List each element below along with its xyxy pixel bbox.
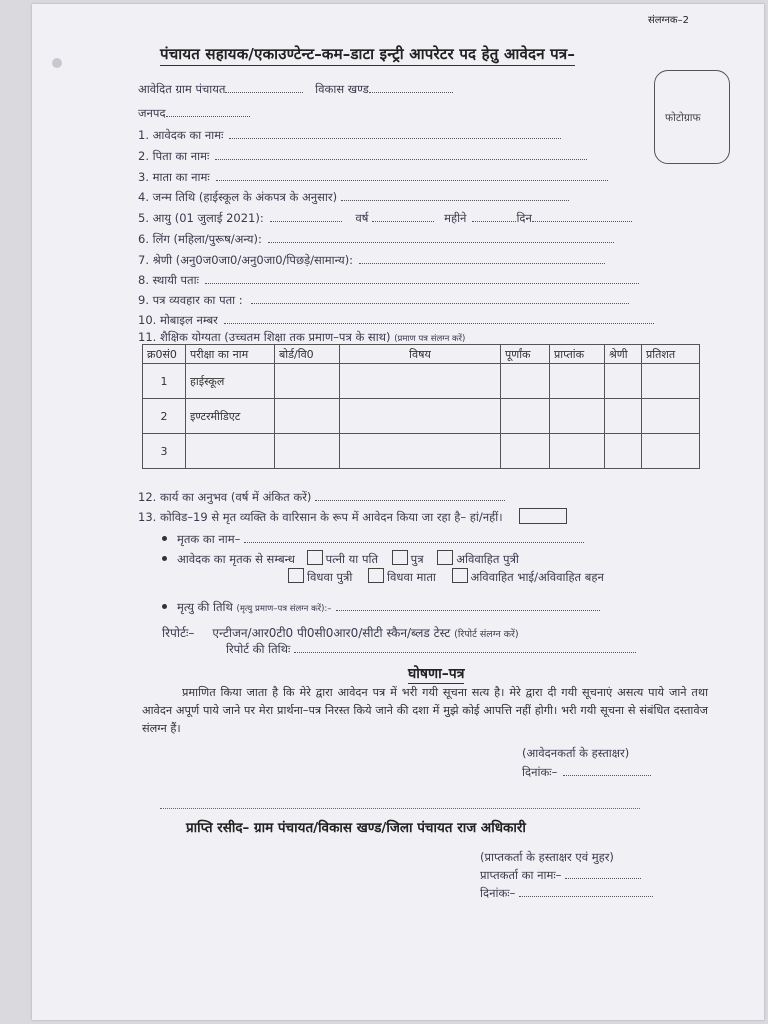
applicant-date-input[interactable] bbox=[563, 765, 651, 776]
field-correspondence-address bbox=[138, 293, 629, 308]
education-table bbox=[142, 344, 700, 469]
col-obtained: प्राप्तांक bbox=[550, 345, 605, 364]
father-name-input[interactable] bbox=[215, 149, 587, 160]
table-row bbox=[143, 364, 700, 399]
relation-unmarried-sibling-label: अविवाहित भाई/अविवाहित बहन bbox=[470, 570, 604, 584]
field-age bbox=[138, 211, 632, 226]
age-years-input[interactable] bbox=[270, 211, 342, 222]
table-row bbox=[143, 434, 700, 469]
punch-hole bbox=[52, 58, 62, 68]
cell-board[interactable] bbox=[275, 434, 340, 469]
table-header-row bbox=[143, 345, 700, 364]
field-applicant-name bbox=[138, 128, 561, 143]
checkbox-unmarried-daughter[interactable] bbox=[437, 550, 453, 565]
applicant-signature-label: (आवेदनकर्ता के हस्ताक्षर) bbox=[522, 746, 630, 760]
divider bbox=[160, 808, 640, 809]
col-exam: परीक्षा का नाम bbox=[186, 345, 275, 364]
janpad-field[interactable] bbox=[166, 106, 250, 117]
receiver-name-input[interactable] bbox=[565, 868, 641, 879]
cell-sno: 1 bbox=[143, 364, 186, 399]
dob-input[interactable] bbox=[341, 190, 569, 201]
janpad-row bbox=[138, 106, 250, 121]
cell-percent[interactable] bbox=[642, 364, 700, 399]
relation-widowed-mother-label: विधवा माता bbox=[387, 570, 436, 584]
covid-yes-no-box[interactable] bbox=[519, 508, 567, 524]
bullet-icon bbox=[162, 556, 167, 561]
correspondence-address-input[interactable] bbox=[251, 293, 629, 304]
report-note: (रिपोर्ट संलग्न करें) bbox=[454, 629, 519, 640]
mobile-input[interactable] bbox=[224, 313, 654, 324]
age-days-input[interactable] bbox=[472, 211, 516, 222]
cell-sno: 2 bbox=[143, 399, 186, 434]
field-label: 11. शैक्षिक योग्यता (उच्चतम शिक्षा तक प्रमाण–पत्र के साथ) bbox=[138, 330, 391, 344]
janpad-label: जनपद bbox=[138, 106, 166, 120]
table-row bbox=[143, 399, 700, 434]
col-sno: क्र0सं0 bbox=[143, 345, 186, 364]
date-label: दिनांकः– bbox=[522, 765, 558, 779]
death-date-input[interactable] bbox=[336, 600, 600, 611]
cell-subject[interactable] bbox=[340, 399, 501, 434]
cell-percent[interactable] bbox=[642, 434, 700, 469]
receiver-date-input[interactable] bbox=[519, 886, 653, 897]
cell-division[interactable] bbox=[605, 364, 642, 399]
permanent-address-input[interactable] bbox=[205, 273, 639, 284]
death-date-row bbox=[162, 600, 600, 615]
cell-max[interactable] bbox=[501, 434, 550, 469]
field-label: 2. पिता का नामः bbox=[138, 149, 210, 163]
field-mother-name bbox=[138, 170, 608, 185]
relation-unmarried-daughter-label: अविवाहित पुत्री bbox=[456, 552, 519, 566]
photo-label: फोटोग्राफ bbox=[665, 112, 701, 124]
col-max-marks: पूर्णांक bbox=[501, 345, 550, 364]
col-subject: विषय bbox=[340, 345, 501, 364]
receiver-signature-label: (प्राप्तकर्ता के हस्ताक्षर एवं मुहर) bbox=[480, 850, 614, 864]
checkbox-widowed-mother[interactable] bbox=[368, 568, 384, 583]
cell-division[interactable] bbox=[605, 434, 642, 469]
field-label: 6. लिंग (महिला/पुरूष/अन्य): bbox=[138, 232, 262, 246]
field-experience bbox=[138, 490, 505, 505]
mother-name-input[interactable] bbox=[216, 170, 608, 181]
applicant-name-input[interactable] bbox=[229, 128, 561, 139]
cell-board[interactable] bbox=[275, 399, 340, 434]
cell-subject[interactable] bbox=[340, 364, 501, 399]
receiver-name-label: प्राप्तकर्ता का नामः– bbox=[480, 868, 562, 882]
relation-spouse-label: पत्नी या पति bbox=[325, 552, 379, 566]
years-label: वर्ष bbox=[355, 211, 369, 225]
cell-board[interactable] bbox=[275, 364, 340, 399]
cell-exam: हाईस्कूल bbox=[186, 364, 275, 399]
form-title: पंचायत सहायक/एकाउण्टेन्ट–कम–डाटा इन्ट्री आपरेटर पद हेतु आवेदन पत्र– bbox=[160, 44, 575, 66]
field-education bbox=[138, 330, 465, 345]
deceased-name-label: मृतक का नाम– bbox=[177, 532, 241, 546]
report-row bbox=[162, 624, 519, 641]
cell-sno: 3 bbox=[143, 434, 186, 469]
receiver-name-row bbox=[480, 868, 641, 883]
field-label: 12. कार्य का अनुभव (वर्ष में अंकित करें) bbox=[138, 490, 312, 504]
cell-exam[interactable] bbox=[186, 434, 275, 469]
death-date-note: (मृत्यु प्रमाण–पत्र संलग्न करें):– bbox=[236, 604, 332, 614]
col-board: बोर्ड/वि0 bbox=[275, 345, 340, 364]
bullet-icon bbox=[162, 536, 167, 541]
field-label: 3. माता का नामः bbox=[138, 170, 210, 184]
report-date-row bbox=[226, 642, 636, 657]
gender-input[interactable] bbox=[268, 232, 614, 243]
annexure-label: संलग्नक–2 bbox=[648, 15, 689, 26]
field-permanent-address bbox=[138, 273, 639, 288]
field-label: 10. मोबाइल नम्बर bbox=[138, 313, 218, 327]
report-date-label: रिपोर्ट की तिथिः bbox=[226, 642, 291, 656]
checkbox-son[interactable] bbox=[392, 550, 408, 565]
checkbox-unmarried-sibling[interactable] bbox=[452, 568, 468, 583]
checkbox-widowed-daughter[interactable] bbox=[288, 568, 304, 583]
field-label: 8. स्थायी पताः bbox=[138, 273, 199, 287]
relation-son-label: पुत्र bbox=[410, 552, 424, 566]
receiver-date-row bbox=[480, 886, 653, 901]
field-covid bbox=[138, 508, 567, 525]
vikas-khand-field[interactable] bbox=[369, 82, 453, 93]
bullet-icon bbox=[162, 604, 167, 609]
relation-row-2 bbox=[288, 568, 604, 585]
col-division: श्रेणी bbox=[605, 345, 642, 364]
age-months-input[interactable] bbox=[372, 211, 434, 222]
declaration-title: घोषणा–पत्र bbox=[408, 666, 465, 682]
relation-widowed-daughter-label: विधवा पुत्री bbox=[307, 570, 353, 584]
field-father-name bbox=[138, 149, 587, 164]
cell-obtained[interactable] bbox=[550, 364, 605, 399]
gram-panchayat-field[interactable] bbox=[225, 82, 303, 93]
field-label: 5. आयु (01 जुलाई 2021): bbox=[138, 211, 264, 225]
cell-division[interactable] bbox=[605, 399, 642, 434]
gram-panchayat-row bbox=[138, 82, 453, 97]
deceased-name-input[interactable] bbox=[244, 532, 584, 543]
field-category bbox=[138, 253, 605, 268]
age-extra-input[interactable] bbox=[532, 211, 632, 222]
cell-exam: इण्टरमीडिएट bbox=[186, 399, 275, 434]
declaration-text: प्रमाणित किया जाता है कि मेरे द्वारा आवेदन पत्र में भरी गयी सूचना सत्य है। मेरे द्वारा दी गयी सूचनाएं असत्य पाये जाने तथा आवेदन अपूर्ण पाये जाने पर मेरा प्रार्थना–पत्र निरस्त किये जाने की दशा में मुझे कोई आपत्ति नहीं होगी। भरी गयी सूचना से संबंधित दस्तावेज संलग्न हैं। bbox=[142, 686, 708, 735]
report-text: एन्टीजन/आर0टी0 पी0सी0आर0/सीटी स्कैन/ब्लड टेस्ट bbox=[212, 626, 451, 640]
days-label: दिन bbox=[516, 211, 532, 225]
relation-label: आवेदक का मृतक से सम्बन्ध bbox=[177, 552, 295, 566]
death-date-label: मृत्यु की तिथि bbox=[177, 600, 233, 614]
cell-max[interactable] bbox=[501, 399, 550, 434]
field-gender bbox=[138, 232, 614, 247]
checkbox-spouse[interactable] bbox=[307, 550, 323, 565]
report-label: रिपोर्टः– bbox=[162, 626, 195, 640]
field-label: 4. जन्म तिथि (हाईस्कूल के अंकपत्र के अनुसार) bbox=[138, 190, 338, 204]
category-input[interactable] bbox=[359, 253, 605, 264]
receiver-date-label: दिनांकः– bbox=[480, 886, 516, 900]
report-date-input[interactable] bbox=[294, 642, 636, 653]
relation-row-1 bbox=[162, 550, 519, 567]
months-label: महीने bbox=[444, 211, 467, 225]
field-dob bbox=[138, 190, 569, 205]
field-label: 1. आवेदक का नामः bbox=[138, 128, 224, 142]
cell-max[interactable] bbox=[501, 364, 550, 399]
field-label: 7. श्रेणी (अनु0ज0जा0/अनु0जा0/पिछड़े/सामान्य): bbox=[138, 253, 354, 267]
cell-percent[interactable] bbox=[642, 399, 700, 434]
cell-subject[interactable] bbox=[340, 434, 501, 469]
receipt-title: प्राप्ति रसीद– ग्राम पंचायत/विकास खण्ड/जिला पंचायत राज अधिकारी bbox=[186, 820, 526, 836]
cell-obtained[interactable] bbox=[550, 434, 605, 469]
col-percent: प्रतिशत bbox=[642, 345, 700, 364]
field-mobile bbox=[138, 313, 654, 328]
education-note: (प्रमाण पत्र संलग्न करें) bbox=[394, 334, 466, 344]
experience-input[interactable] bbox=[315, 490, 505, 501]
applicant-date-row bbox=[522, 765, 651, 780]
field-label: 13. कोविड–19 से मृत व्यक्ति के वारिसान के रूप में आवेदन किया जा रहा है– हां/नहीं। bbox=[138, 510, 503, 524]
field-label: 9. पत्र व्यवहार का पता : bbox=[138, 293, 243, 307]
vikas-khand-label: विकास खण्ड bbox=[315, 82, 369, 96]
gram-panchayat-label: आवेदित ग्राम पंचायत bbox=[138, 82, 226, 96]
deceased-name-row bbox=[162, 532, 584, 547]
cell-obtained[interactable] bbox=[550, 399, 605, 434]
photo-box[interactable] bbox=[654, 70, 730, 164]
